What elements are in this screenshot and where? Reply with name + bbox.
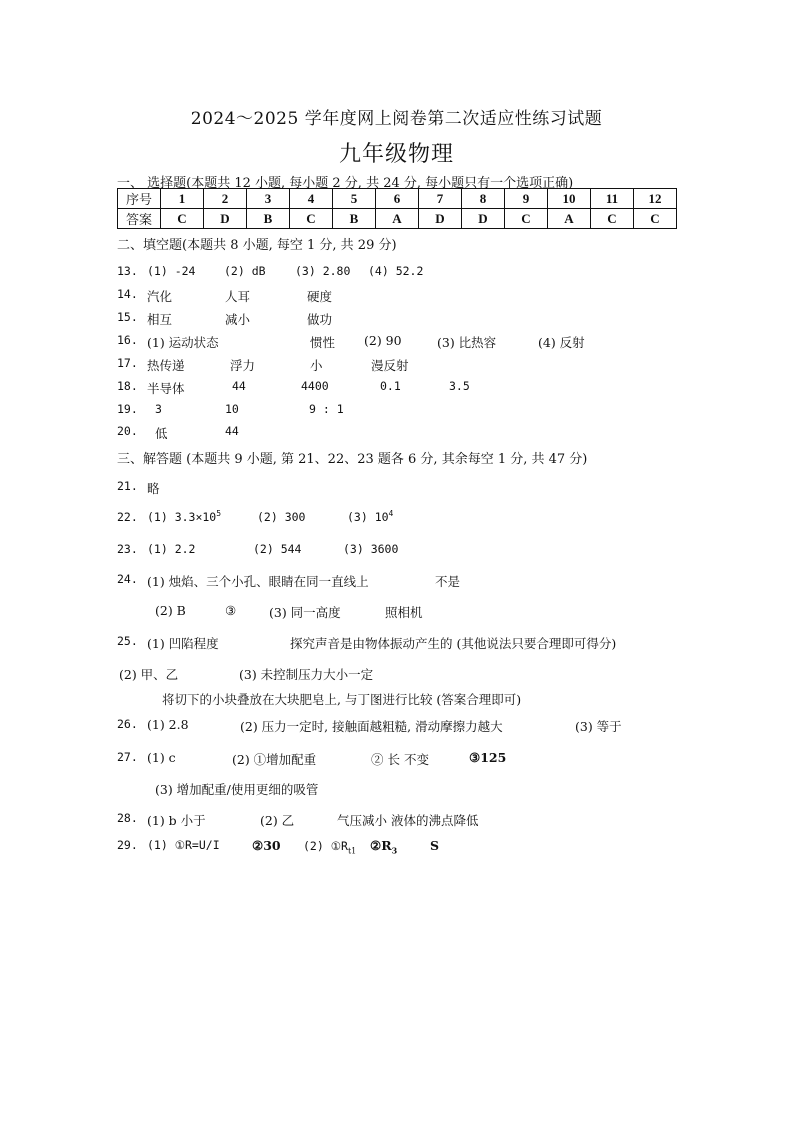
question-number: 17.	[117, 356, 138, 370]
answer-text: (1) 2.8	[147, 717, 189, 732]
answer-cell: D	[419, 209, 462, 229]
answer-text: 相互	[147, 312, 173, 327]
question-number: 11	[591, 189, 634, 209]
question-number: 20.	[117, 424, 138, 438]
question-number: 24.	[117, 572, 138, 586]
answer-text: (4) 52.2	[368, 264, 424, 278]
exponent: 5	[216, 509, 222, 519]
answer-text: 浮力	[230, 358, 256, 373]
answer-text: 44	[232, 379, 246, 393]
question-number: 9	[505, 189, 548, 209]
answer-text	[147, 510, 221, 524]
answer-text: 略	[147, 481, 160, 496]
answer-text: 将切下的小块叠放在大块肥皂上, 与丁图进行比较 (答案合理即可)	[162, 692, 522, 707]
question-number: 1	[161, 189, 204, 209]
question-number: 27.	[117, 750, 138, 764]
answer-text: 照相机	[385, 605, 423, 620]
answer-cell: C	[634, 209, 677, 229]
answer-text: ②30	[252, 838, 281, 853]
answer-text: 气压减小 液体的沸点降低	[337, 813, 479, 828]
question-number: 6	[376, 189, 419, 209]
question-number: 14.	[117, 287, 138, 301]
answer-text: 0.1	[380, 379, 401, 393]
answer-text: 汽化	[147, 289, 173, 304]
answer-text: 4400	[301, 379, 329, 393]
question-number: 13.	[117, 264, 138, 278]
answer-base: ②R	[370, 838, 392, 853]
answer-text	[370, 838, 398, 856]
question-number: 2	[204, 189, 247, 209]
question-number: 21.	[117, 479, 138, 493]
answer-text: (3) 未控制压力大小一定	[239, 667, 374, 682]
section-three-heading: 三、解答题 (本题共 9 小题, 第 21、22、23 题各 6 分, 其余每空 1 分, 共 47 分)	[117, 452, 588, 467]
answer-text: 做功	[307, 312, 333, 327]
answer-text: (2) 544	[253, 542, 302, 556]
question-number: 8	[462, 189, 505, 209]
answer-text: 小	[310, 358, 323, 373]
answer-text: (2) 90	[364, 333, 402, 348]
answer-text: 3	[155, 402, 162, 416]
subscript: 3	[391, 845, 398, 856]
answer-text	[347, 510, 393, 524]
answer-text: (1) 运动状态	[147, 335, 219, 350]
answer-text: 人耳	[225, 289, 251, 304]
answer-text: (2) 压力一定时, 接触面越粗糙, 滑动摩擦力越大	[240, 719, 503, 734]
question-number: 19.	[117, 402, 138, 416]
answer-text: 3.5	[449, 379, 470, 393]
answer-text: S	[430, 838, 440, 853]
answer-text: (2) 乙	[260, 813, 295, 828]
page-title: 2024～2025 学年度网上阅卷第二次适应性练习试题	[190, 109, 603, 129]
answer-text: (1) -24	[147, 264, 196, 278]
answer-cell: B	[247, 209, 290, 229]
answer-text: ③	[225, 603, 237, 618]
answer-text: 半导体	[147, 381, 185, 396]
question-number: 28.	[117, 811, 138, 825]
answer-text: (3) 增加配重/使用更细的吸管	[155, 782, 319, 797]
section-two-heading: 二、填空题(本题共 8 小题, 每空 1 分, 共 29 分)	[117, 238, 397, 253]
page-subtitle: 九年级物理	[338, 142, 454, 167]
answer-text: 热传递	[147, 358, 185, 373]
answer-text: 44	[225, 424, 239, 438]
answer-text: ③125	[469, 750, 507, 765]
answer-text	[303, 838, 357, 856]
row-label-numbers: 序号	[118, 189, 161, 209]
answer-cell: A	[548, 209, 591, 229]
answer-text: 减小	[225, 312, 251, 327]
answer-base: (2) ①R	[303, 839, 348, 853]
question-number: 18.	[117, 379, 138, 393]
answer-text: 不是	[435, 574, 461, 589]
answer-text: 惯性	[310, 335, 336, 350]
answer-text: (1) 2.2	[147, 542, 196, 556]
exponent: 4	[388, 509, 394, 519]
section-one-heading: 一、 选择题(本题共 12 小题, 每小题 2 分, 共 24 分, 每小题只有一个选项正确)	[117, 176, 574, 191]
question-number: 26.	[117, 717, 138, 731]
question-number: 23.	[117, 542, 138, 556]
answer-cell: D	[204, 209, 247, 229]
multiple-choice-answer-table	[117, 188, 677, 229]
answer-text: 硬度	[307, 289, 333, 304]
answer-text: (2) dB	[224, 264, 266, 278]
answer-text: (1) c	[147, 750, 176, 765]
answer-text: (3) 等于	[575, 719, 622, 734]
answer-text: 9 : 1	[309, 402, 344, 416]
answer-base: (1) 3.3×10	[147, 510, 217, 524]
question-number: 7	[419, 189, 462, 209]
answer-text: (2) B	[155, 603, 186, 618]
answer-text: 10	[225, 402, 239, 416]
answer-cell: B	[333, 209, 376, 229]
answer-cell: C	[591, 209, 634, 229]
question-number: 3	[247, 189, 290, 209]
answer-text: (1) b 小于	[147, 813, 206, 828]
answer-cell: D	[462, 209, 505, 229]
question-number: 15.	[117, 310, 138, 324]
answer-text: ② 长 不变	[371, 752, 429, 767]
question-number: 25.	[117, 634, 138, 648]
answer-text: 低	[155, 426, 168, 441]
answer-text: (3) 比热容	[437, 335, 497, 350]
answer-text: (1) ①R=U/I	[147, 838, 220, 852]
question-number: 10	[548, 189, 591, 209]
table-row-numbers	[118, 189, 677, 209]
question-number: 5	[333, 189, 376, 209]
answer-base: (3) 10	[347, 510, 389, 524]
question-number: 29.	[117, 838, 138, 852]
row-label-answers: 答案	[118, 209, 161, 229]
answer-text: 漫反射	[371, 358, 409, 373]
answer-text: (3) 2.80	[295, 264, 351, 278]
answer-text: (2) 300	[257, 510, 306, 524]
answer-text: (2) ①增加配重	[232, 752, 317, 767]
question-number: 22.	[117, 510, 138, 524]
answer-cell: C	[290, 209, 333, 229]
subscript: t1	[347, 846, 357, 856]
answer-text: (1) 凹陷程度	[147, 636, 219, 651]
table-row-answers	[118, 209, 677, 229]
question-number: 4	[290, 189, 333, 209]
answer-cell: A	[376, 209, 419, 229]
answer-text: (3) 同一高度	[269, 605, 341, 620]
answer-text: (1) 烛焰、三个小孔、眼睛在同一直线上	[147, 574, 369, 589]
answer-cell: C	[505, 209, 548, 229]
question-number: 16.	[117, 333, 138, 347]
question-number: 12	[634, 189, 677, 209]
answer-text: (4) 反射	[538, 335, 585, 350]
answer-text: (2) 甲、乙	[119, 667, 179, 682]
answer-text: (3) 3600	[343, 542, 399, 556]
answer-text: 探究声音是由物体振动产生的 (其他说法只要合理即可得分)	[290, 636, 617, 651]
answer-cell: C	[161, 209, 204, 229]
